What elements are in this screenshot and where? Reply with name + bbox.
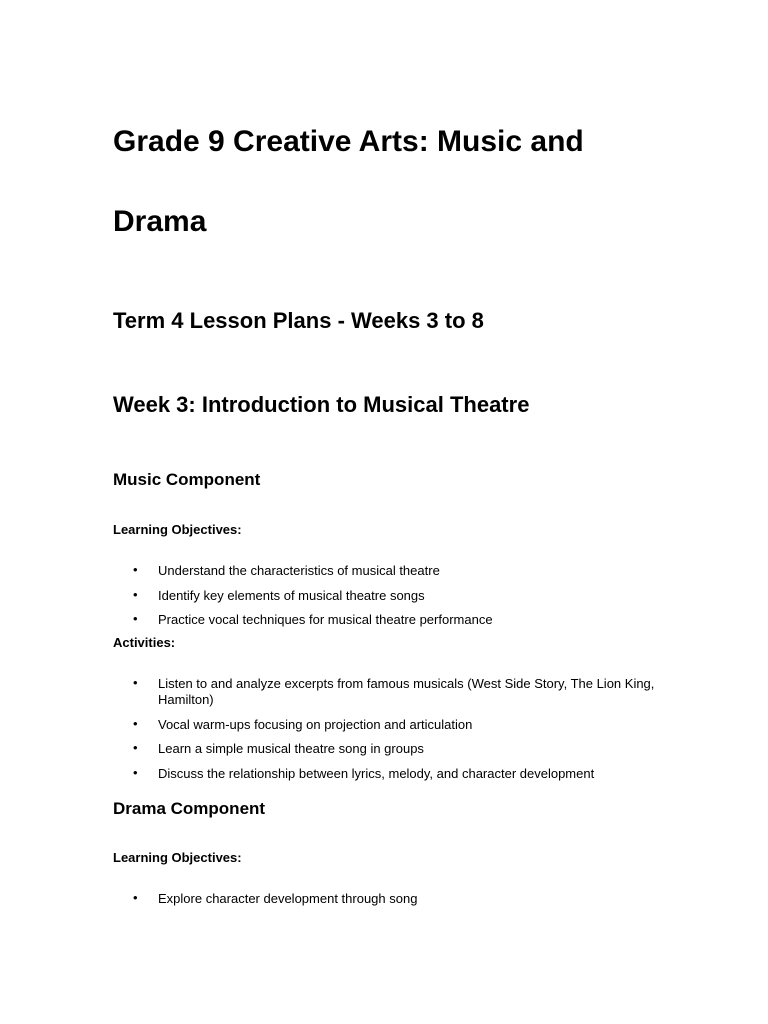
list-item bbox=[133, 741, 663, 757]
week-heading: Week 3: Introduction to Musical Theatre bbox=[113, 392, 530, 417]
bullet-icon: • bbox=[133, 611, 138, 626]
list-item-text: Identify key elements of musical theatre songs bbox=[158, 587, 425, 603]
drama-component-heading: Drama Component bbox=[113, 799, 266, 818]
list-item-text: Vocal warm-ups focusing on projection and articulation bbox=[158, 716, 473, 732]
list-item bbox=[133, 676, 663, 708]
document-title-line-2: Drama bbox=[113, 205, 207, 238]
bullet-icon: • bbox=[133, 740, 138, 755]
list-item bbox=[133, 891, 663, 907]
bullet-icon: • bbox=[133, 675, 138, 690]
bullet-icon: • bbox=[133, 890, 138, 905]
music-component-heading: Music Component bbox=[113, 470, 261, 489]
list-item-text: Practice vocal techniques for musical theatre performance bbox=[158, 612, 493, 627]
list-item-text: Listen to and analyze excerpts from famous musicals (West Side Story, The Lion King, Hamilton) bbox=[158, 676, 655, 707]
bullet-icon: • bbox=[133, 562, 138, 577]
list-item-text: Learn a simple musical theatre song in groups bbox=[158, 741, 424, 756]
bullet-icon: • bbox=[133, 715, 138, 731]
bullet-icon: • bbox=[133, 586, 138, 602]
list-item bbox=[133, 563, 663, 579]
list-item-text: Explore character development through song bbox=[158, 891, 418, 906]
drama-objectives-list bbox=[133, 891, 663, 916]
list-item bbox=[133, 612, 663, 628]
music-activities-list bbox=[133, 676, 663, 790]
list-item bbox=[133, 717, 663, 733]
music-objectives-list bbox=[133, 563, 663, 637]
list-item-text: Understand the characteristics of musical theatre bbox=[158, 563, 440, 578]
list-item-text: Discuss the relationship between lyrics, melody, and character development bbox=[158, 765, 595, 781]
list-item bbox=[133, 588, 663, 604]
term-subtitle: Term 4 Lesson Plans - Weeks 3 to 8 bbox=[113, 308, 484, 333]
music-activities-label: Activities: bbox=[113, 635, 176, 650]
document-title-line-1: Grade 9 Creative Arts: Music and bbox=[113, 125, 584, 158]
bullet-icon: • bbox=[133, 764, 138, 780]
music-objectives-label: Learning Objectives: bbox=[113, 522, 242, 537]
drama-objectives-label: Learning Objectives: bbox=[113, 850, 242, 865]
list-item bbox=[133, 766, 663, 782]
